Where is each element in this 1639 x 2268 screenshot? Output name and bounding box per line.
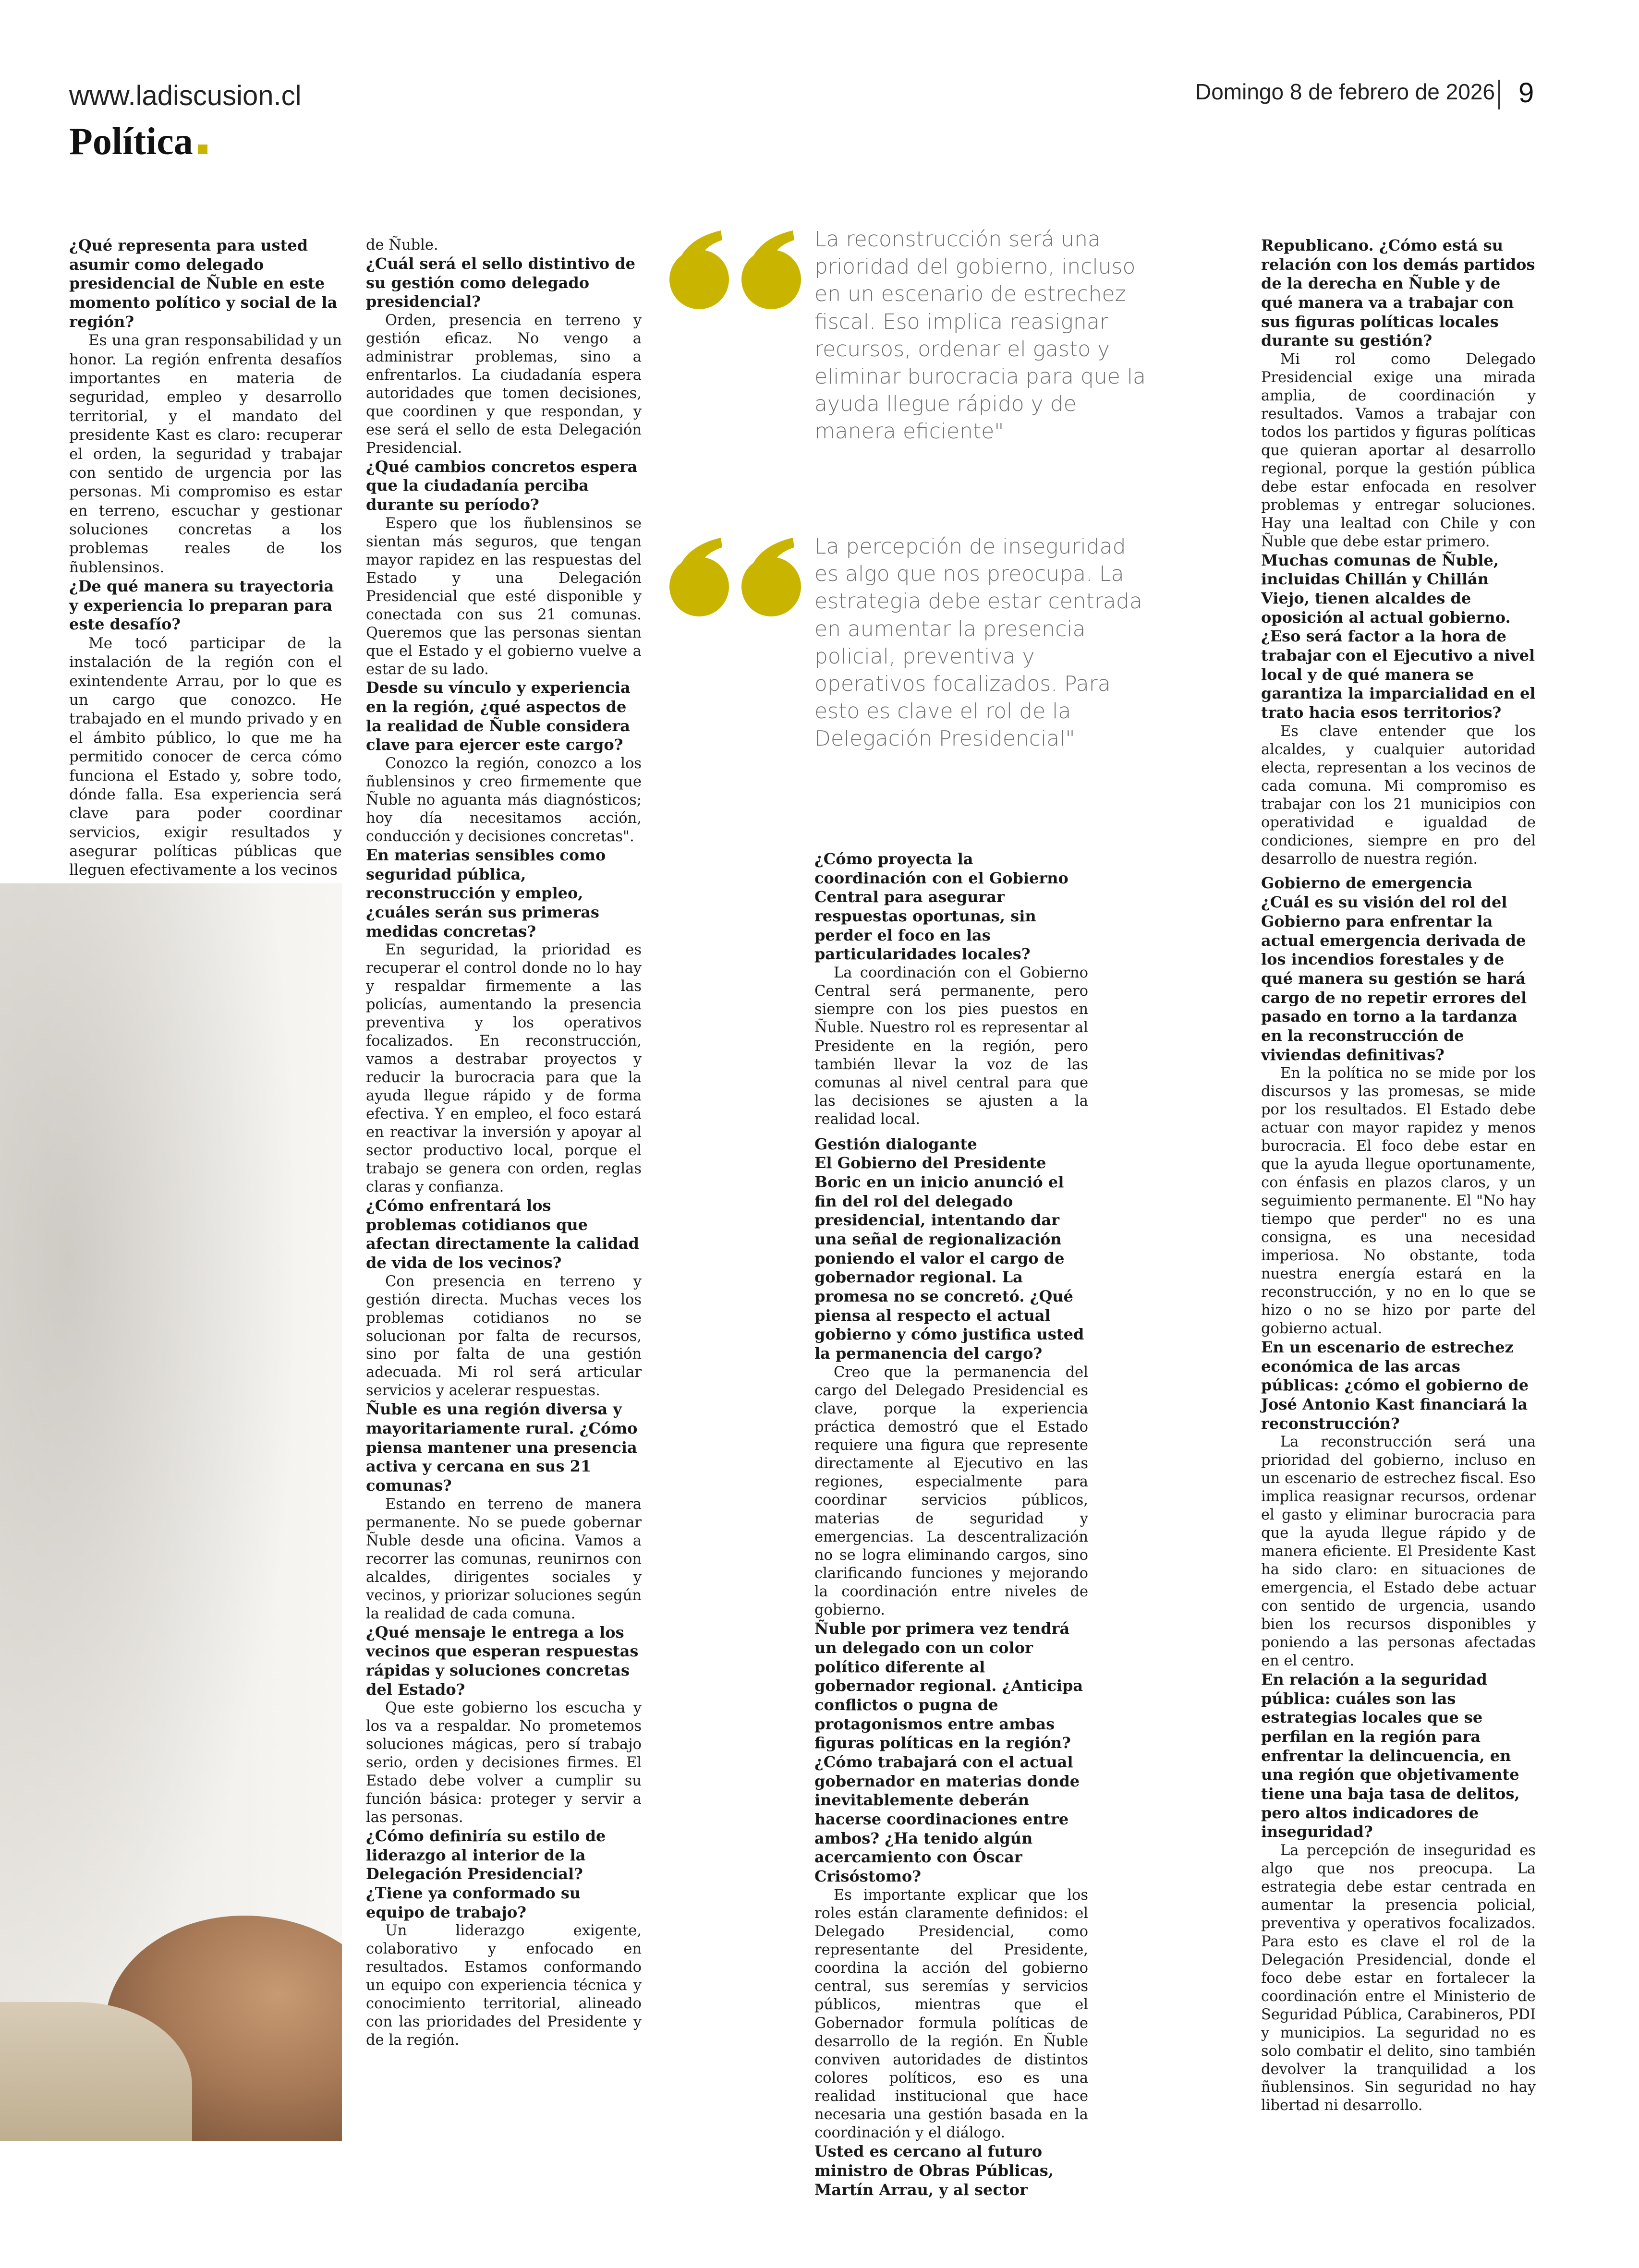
answer: La reconstrucción será una prioridad del gobierno, incluso en un escenario de estrechez fiscal. Eso implica reasignar recursos, ordenar el gasto y eliminar burocracia para que la ayuda llegue rápido y de manera eficiente. El Presidente Kast ha sido claro: en situaciones de emergencia, el Estado debe actuar con sentido de urgencia, usando bien los recursos disponibles y poniendo a las personas afectadas en el centro. <box>1261 1434 1536 1669</box>
answer: Me tocó participar de la instalación de la región con el exintendente Arrau, por lo que es un cargo que conozco. He trabajado en el mundo privado y en el ámbito público, lo que me ha permitido conocer de cerca cómo funciona el Estado y, sobre todo, dónde falla. Esa experiencia será clave para poder coordinar servicios, exigir resultados y asegurar políticas públicas que lleguen efectivamente a los vecinos <box>69 635 342 879</box>
question: ¿Cuál es su visión del rol del Gobierno para enfrentar la actual emergencia derivada de los incendios forestales y de qué manera su gestión se hará cargo de no repetir errores del pasado en torno a la tardanza en la reconstrucción de viviendas definitivas? <box>1261 893 1527 1064</box>
answer: Creo que la permanencia del cargo del Delegado Presidencial es clave, porque la experiencia práctica demostró que el Estado requiere una figura que represente directamente al Ejecutivo en las regiones, especialmente para coordinar servicios públicos, materias de seguridad y emergencias. La descentralización no se logra eliminando cargos, sino clarificando funciones y mejorando la coordinación entre niveles de gobierno. <box>814 1363 1088 1619</box>
question: Ñuble es una región diversa y mayoritariamente rural. ¿Cómo piensa mantener una presencia activa y cercana en sus 21 comunas? <box>366 1400 638 1495</box>
pull-quote-text: La percepción de inseguridad es algo que nos preocupa. La estrategia debe estar centrada en aumentar la presencia policial, preventiva y operativos focalizados. Para esto es clave el rol de la Delegación Presidencial" <box>814 534 1142 751</box>
answer: Mi rol como Delegado Presidencial exige una mirada amplia, de coordinación y resultados. Vamos a trabajar con todos los partidos y figuras políticas que quieran aportar al desarrollo regional, porque la gestión pública debe estar enfocada en resolver problemas y entregar soluciones. Hay una lealtad con Chile y con Ñuble que debe estar primero. <box>1261 351 1536 550</box>
answer: Orden, presencia en terreno y gestión eficaz. No vengo a administrar problemas, sino a enfrentarlos. La ciudadanía espera autoridades que tomen decisiones, que coordinen y que respondan, y ese será el sello de esta Delegación Presidencial. <box>366 312 642 457</box>
question: ¿De qué manera su trayectoria y experiencia lo preparan para este desafío? <box>69 577 334 634</box>
pull-quote-text: La reconstrucción será una prioridad del gobierno, incluso en un escenario de estrechez fiscal. Eso implica reasignar recursos, ordenar el gasto y eliminar burocracia para que la ayuda llegue rápido y de manera eficiente" <box>814 227 1146 444</box>
question: ¿Cómo proyecta la coordinación con el Gobierno Central para asegurar respuestas oportunas, sin perder el foco en las particularidades locales? <box>814 850 1068 964</box>
answer: En seguridad, la prioridad es recuperar el control donde no lo hay y respaldar firmemente a las policías, aumentando la presencia preventiva y los operativos focalizados. En reconstrucción, vamos a destrabar proyectos y reducir la burocracia para que la ayuda llegue rápido y de forma efectiva. Y en empleo, el foco estará en reactivar la inversión y apoyar al sector productivo local, porque el trabajo se genera con orden, reglas claras y confianza. <box>366 941 642 1195</box>
section-title <box>69 120 207 164</box>
answer: Espero que los ñublensinos se sientan más seguros, que tengan mayor rapidez en las respuestas del Estado y una Delegación Presidencial que esté disponible y conectada con sus 21 comunas. Queremos que las personas sientan que el Estado y el gobierno vuelve a estar de su lado. <box>366 515 642 678</box>
quote-icon <box>666 533 810 619</box>
answer: Conozco la región, conozco a los ñublensinos y creo firmemente que Ñuble no aguanta más diagnósticos; hoy día necesitamos acción, conducción y decisiones concretas". <box>366 755 642 845</box>
answer: En la política no se mide por los discursos y las promesas, se mide por los resultados. El Estado debe actuar con mayor rapidez y menos burocracia. El foco debe estar en que la ayuda llegue oportunamente, con énfasis en plazos claros, y un seguimiento permanente. El "No hay tiempo que perder" no es una consigna, es una necesidad imperiosa. No obstante, toda nuestra energía estará en la reconstrucción, y no en lo que se hizo o no se hizo por parte del gobierno actual. <box>1261 1065 1536 1337</box>
question: En materias sensibles como seguridad pública, reconstrucción y empleo, ¿cuáles serán sus primeras medidas concretas? <box>366 846 606 941</box>
answer: Con presencia en terreno y gestión directa. Muchas veces los problemas cotidianos no se solucionan por falta de recursos, sino por falta de una gestión adecuada. Mi rol será articular servicios y acelerar respuestas. <box>366 1273 642 1399</box>
site-url[interactable]: www.ladiscusion.cl <box>69 80 302 111</box>
question: En relación a la seguridad pública: cuáles son las estrategias locales que se perfilan en la región para enfrentar la delincuencia, en una región que objetivamente tiene una baja tasa de delitos, pero altos indicadores de inseguridad? <box>1261 1670 1520 1841</box>
continued-text: de Ñuble. <box>366 237 438 253</box>
question: ¿Cuál será el sello distintivo de su gestión como delegado presidencial? <box>366 254 635 311</box>
answer: Un liderazgo exigente, colaborativo y enfocado en resultados. Estamos conformando un equipo con experiencia técnica y conocimiento territorial, alineado con las prioridades del Presidente y de la región. <box>366 1922 642 2049</box>
pull-quote-1 <box>666 226 1146 495</box>
column-4 <box>1261 236 1536 2115</box>
question: Muchas comunas de Ñuble, incluidas Chillán y Chillán Viejo, tienen alcaldes de oposición al actual gobierno. ¿Eso será factor a la hora de trabajar con el Ejecutivo a nivel local y de qué manera se garantiza la imparcialidad en el trato hacia esos territorios? <box>1261 551 1536 722</box>
question: ¿Qué representa para usted asumir como delegado presidencial de Ñuble en este momento político y social de la región? <box>69 236 338 331</box>
question: En un escenario de estrechez económica de las arcas públicas: ¿cómo el gobierno de José Antonio Kast financiará la reconstrucción? <box>1261 1338 1529 1433</box>
pull-quote-2 <box>666 533 1146 802</box>
question: Desde su vínculo y experiencia en la región, ¿qué aspectos de la realidad de Ñuble considera clave para ejercer este cargo? <box>366 678 631 754</box>
section-accent-dot <box>198 145 207 154</box>
question: ¿Qué cambios concretos espera que la ciudadanía perciba durante su período? <box>366 457 638 514</box>
question: Republicano. ¿Cómo está su relación con los demás partidos de la derecha en Ñuble y de qué manera va a trabajar con sus figuras políticas locales durante su gestión? <box>1261 236 1535 350</box>
answer: Es clave entender que los alcaldes, y cualquier autoridad electa, representan a los vecinos de cada comuna. Mi compromiso es trabajar con los 21 municipios con operatividad e igualdad de condiciones, siempre en pro del desarrollo de nuestra región. <box>1261 723 1536 868</box>
section-title-text: Política <box>69 121 193 163</box>
question: ¿Qué mensaje le entrega a los vecinos que esperan respuestas rápidas y soluciones concretas del Estado? <box>366 1623 639 1699</box>
photo <box>0 883 342 2141</box>
question: ¿Cómo definiría su estilo de liderazgo al interior de la Delegación Presidencial? ¿Tiene ya conformado su equipo de trabajo? <box>366 1827 606 1921</box>
column-2 <box>366 236 642 2050</box>
subheading: Gestión dialogante <box>814 1135 977 1154</box>
question: ¿Cómo enfrentará los problemas cotidianos que afectan directamente la calidad de vida de los vecinos? <box>366 1196 639 1272</box>
answer: La percepción de inseguridad es algo que nos preocupa. La estrategia debe estar centrada en aumentar la presencia policial, preventiva y operativos focalizados. Para esto es clave el rol de la Delegación Presidencial, donde el foco debe estar en fortalecer la coordinación entre el Ministerio de Seguridad Pública, Carabineros, PDI y municipios. La seguridad no es solo combatir el delito, sino también devolver la tranquilidad a los ñublensinos. Sin seguridad no hay libertad ni desarrollo. <box>1261 1842 1536 2114</box>
question: Usted es cercano al futuro ministro de Obras Públicas, Martín Arrau, y al sector <box>814 2142 1054 2199</box>
question: Ñuble por primera vez tendrá un delegado con un color político diferente al gobernador regional. ¿Anticipa conflictos o pugna de protagonismos entre ambas figuras políticas en la región? ¿Cómo trabajará con el actual gobernador en materias donde inevitablemente deberán hacerse coordinaciones entre ambos? ¿Ha tenido algún acercamiento con Óscar Crisóstomo? <box>814 1619 1083 1886</box>
answer: Que este gobierno los escucha y los va a respaldar. No prometemos soluciones mágicas, pero sí trabajo serio, orden y decisiones firmes. El Estado debe volver a cumplir su función básica: proteger y servir a las personas. <box>366 1700 642 1826</box>
quote-icon <box>666 226 810 312</box>
answer: Estando en terreno de manera permanente. No se puede gobernar Ñuble desde una oficina. Vamos a recorrer las comunas, reunirnos con alcaldes, dirigentes sociales y vecinos, y priorizar soluciones según la realidad de cada comuna. <box>366 1496 642 1622</box>
subheading: Gobierno de emergencia <box>1261 874 1472 893</box>
header-divider <box>1498 80 1500 109</box>
answer: Es importante explicar que los roles están claramente definidos: el Delegado Presidencial, como representante del Presidente, coordina la acción del gobierno central, sus seremías y servicios públicos, mientras que el Gobernador formula políticas de desarrollo de la región. En Ñuble conviven autoridades de distintos colores políticos, eso es una realidad institucional que hace necesaria una gestión basada en la coordinación y el diálogo. <box>814 1886 1088 2142</box>
column-3 <box>814 850 1088 2199</box>
column-1 <box>69 236 342 880</box>
question: El Gobierno del Presidente Boric en un inicio anunció el fin del rol del delegado presidencial, intentando dar una señal de regionalización poniendo el valor el cargo de gobernador regional. La promesa no se concretó. ¿Qué piensa al respecto el actual gobierno y cómo justifica usted la permanencia del cargo? <box>814 1154 1084 1363</box>
issue-date: Domingo 8 de febrero de 2026 <box>1195 79 1495 104</box>
answer: Es una gran responsabilidad y un honor. La región enfrenta desafíos importantes en materia de seguridad, empleo y desarrollo territorial, y el mandato del presidente Kast es claro: recuperar el orden, la seguridad y trabajar con sentido de urgencia por las personas. Mi compromiso es estar en terreno, escuchar y gestionar soluciones concretas a los problemas reales de los ñublensinos. <box>69 332 342 576</box>
answer: La coordinación con el Gobierno Central será permanente, pero siempre con los pies puestos en Ñuble. Nuestro rol es representar al Presidente en la región, pero también llevar la voz de las comunas al nivel central para que las decisiones se ajusten a la realidad local. <box>814 965 1088 1128</box>
page-number: 9 <box>1518 77 1534 109</box>
